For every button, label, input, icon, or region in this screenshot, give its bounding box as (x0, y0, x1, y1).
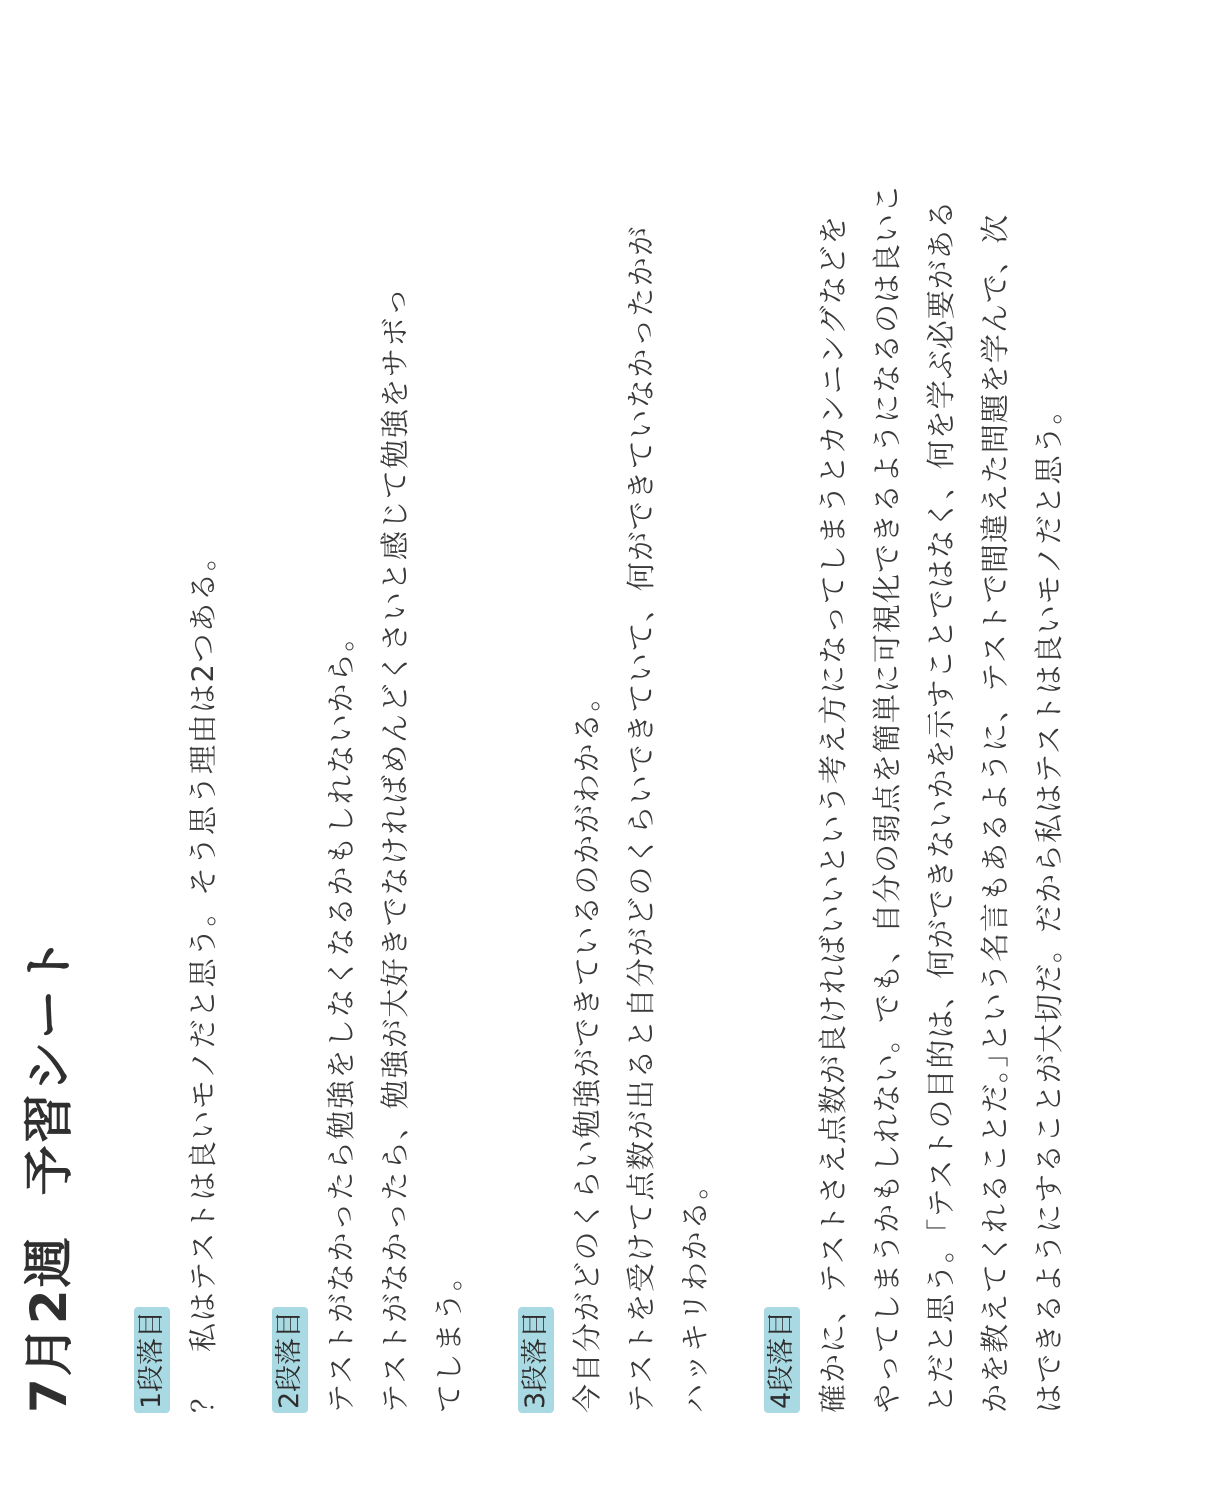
body-line: かを教えてくれることだ。｣という名言もあるように、テストで間違えた問題を学んで、次 (978, 213, 1012, 1413)
paragraph-section-3 (518, 60, 722, 1413)
body-line: テストを受けて点数が出ると自分がどのくらいできていて、何ができていなかったかが (624, 225, 658, 1413)
section-heading: 1段落目 (134, 1307, 170, 1413)
body-line: やってしまうかもしれない。でも、自分の弱点を簡単に可視化できるようになるのは良いこ (870, 182, 904, 1413)
paragraph-section-1 (134, 60, 230, 1413)
body-line: はできるようにすることが大切だ。だから私はテストは良いモノだと思う。 (1032, 394, 1066, 1413)
section-heading: 3段落目 (518, 1307, 554, 1413)
body-line: ？ 私はテストは良いモノだと思う。そう思う理由は2つある。 (186, 540, 220, 1413)
title-week: 7月2週 (20, 1235, 78, 1413)
body-line: テストがなかったら、勉強が大好きでなければめんどくさいと感じて勉強をサボっ (378, 285, 412, 1413)
page-title (14, 60, 84, 1413)
title-name: 予習シート (20, 935, 78, 1196)
body-line: ハッキリわかる。 (678, 1168, 712, 1413)
section-heading: 2段落目 (272, 1307, 308, 1413)
body-line: テストがなかったら勉強をしなくなるかもしれないから。 (324, 621, 358, 1413)
body-line: 今自分がどのくらい勉強ができているのかがわかる。 (570, 680, 604, 1413)
body-line: てしまう。 (432, 1260, 466, 1413)
body-line: 確かに、テストさえ点数が良ければいいという考え方になってしまうとカンニングなどを (816, 214, 850, 1413)
body-line: とだと思う。｢テストの目的は、何ができないかを示すことではなく、何を学ぶ必要がある (924, 199, 958, 1413)
paragraph-section-2 (272, 60, 476, 1413)
section-heading: 4段落目 (764, 1307, 800, 1413)
paragraph-section-4 (764, 60, 1076, 1413)
